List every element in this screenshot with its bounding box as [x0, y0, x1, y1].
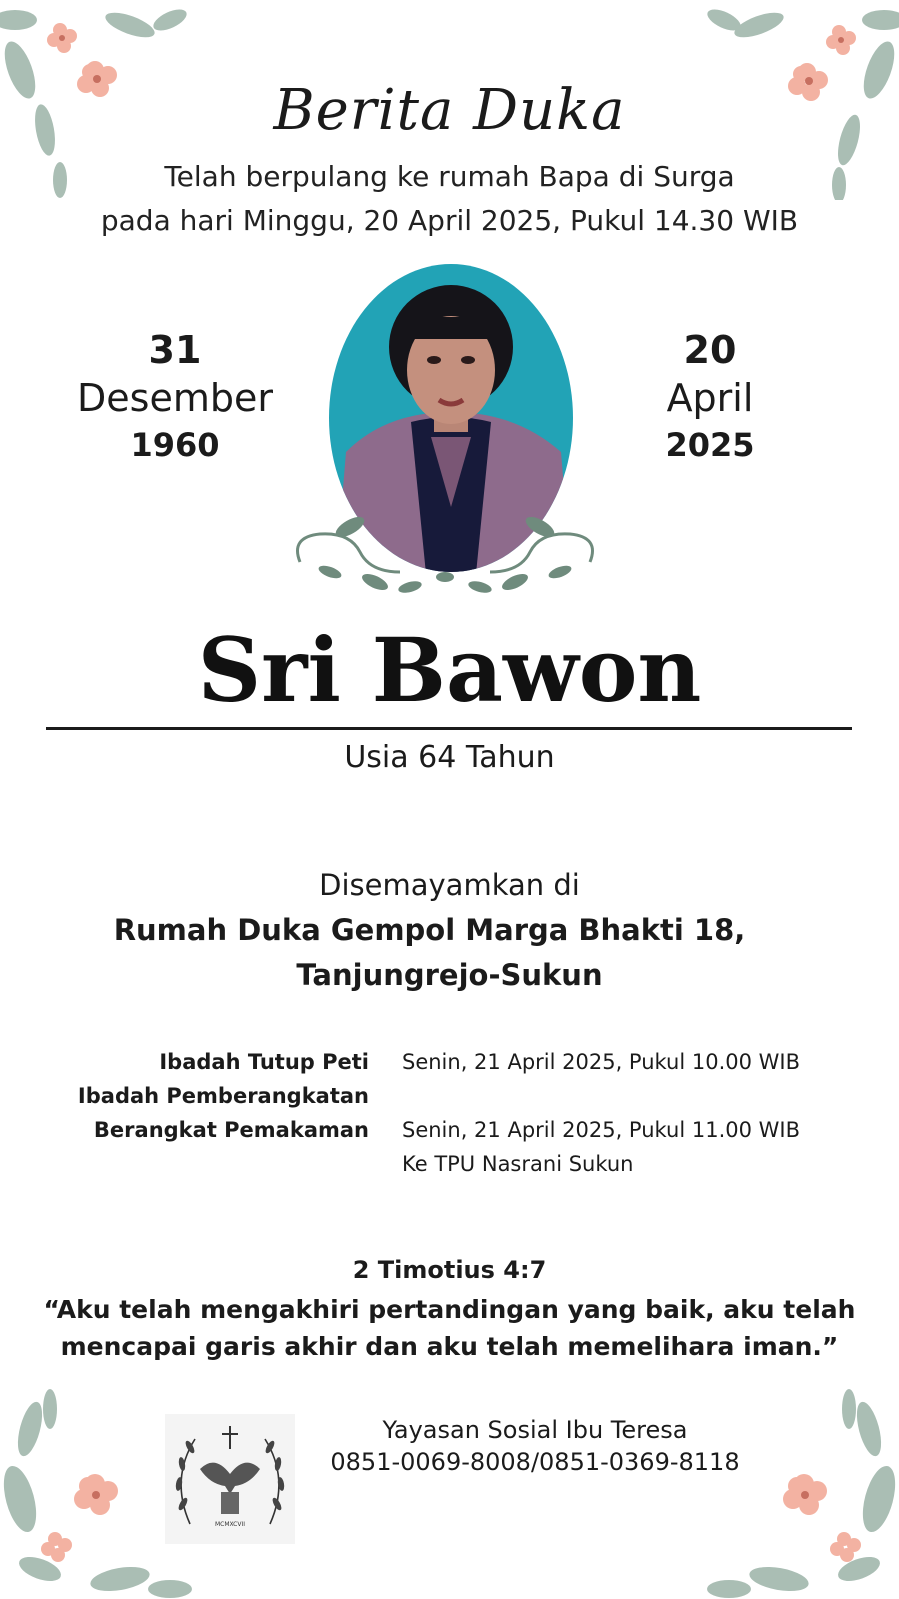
logo-text: MCMXCVII [214, 1521, 246, 1528]
birth-year: 1960 [130, 426, 220, 464]
name-divider [46, 727, 852, 730]
birth-day: 31 [148, 328, 202, 372]
schedule-value-cemetery: Ke TPU Nasrani Sukun [402, 1152, 634, 1176]
schedule-value-burial: Senin, 21 April 2025, Pukul 11.00 WIB [402, 1118, 801, 1142]
verse-line-2: mencapai garis akhir dan aku telah memelihara iman.” [60, 1332, 839, 1361]
title: Berita Duka [273, 78, 626, 143]
verse-reference: 2 Timotius 4:7 [352, 1256, 547, 1284]
deceased-name: Sri Bawon [197, 618, 702, 722]
foundation-phones: 0851-0069-8008/0851-0369-8118 [330, 1448, 740, 1476]
deceased-age: Usia 64 Tahun [344, 740, 555, 775]
place-label: Disemayamkan di [319, 868, 580, 902]
schedule-label-departure-service: Ibadah Pemberangkatan [77, 1084, 369, 1108]
foundation-contact [300, 1414, 770, 1478]
leaf-ornament [280, 512, 610, 602]
foundation-logo [165, 1414, 295, 1544]
birth-date [60, 328, 290, 464]
death-day: 20 [683, 328, 737, 372]
place-line-2: Tanjungrejo-Sukun [296, 958, 603, 992]
verse-line-1: “Aku telah mengakhiri pertandingan yang baik, aku telah [43, 1295, 856, 1324]
subtitle-line-2: pada hari Minggu, 20 April 2025, Pukul 14.30 WIB [100, 204, 799, 237]
schedule-label-closing: Ibadah Tutup Peti [159, 1050, 369, 1074]
death-date [600, 328, 820, 464]
death-year: 2025 [665, 426, 755, 464]
foundation-name: Yayasan Sosial Ibu Teresa [382, 1416, 688, 1444]
schedule-label-burial: Berangkat Pemakaman [93, 1118, 369, 1142]
death-month: April [666, 376, 754, 420]
schedule-value-closing: Senin, 21 April 2025, Pukul 10.00 WIB [402, 1050, 801, 1074]
birth-month: Desember [77, 376, 273, 420]
place-line-1: Rumah Duka Gempol Marga Bhakti 18, [113, 913, 746, 947]
subtitle-line-1: Telah berpulang ke rumah Bapa di Surga [164, 160, 735, 193]
